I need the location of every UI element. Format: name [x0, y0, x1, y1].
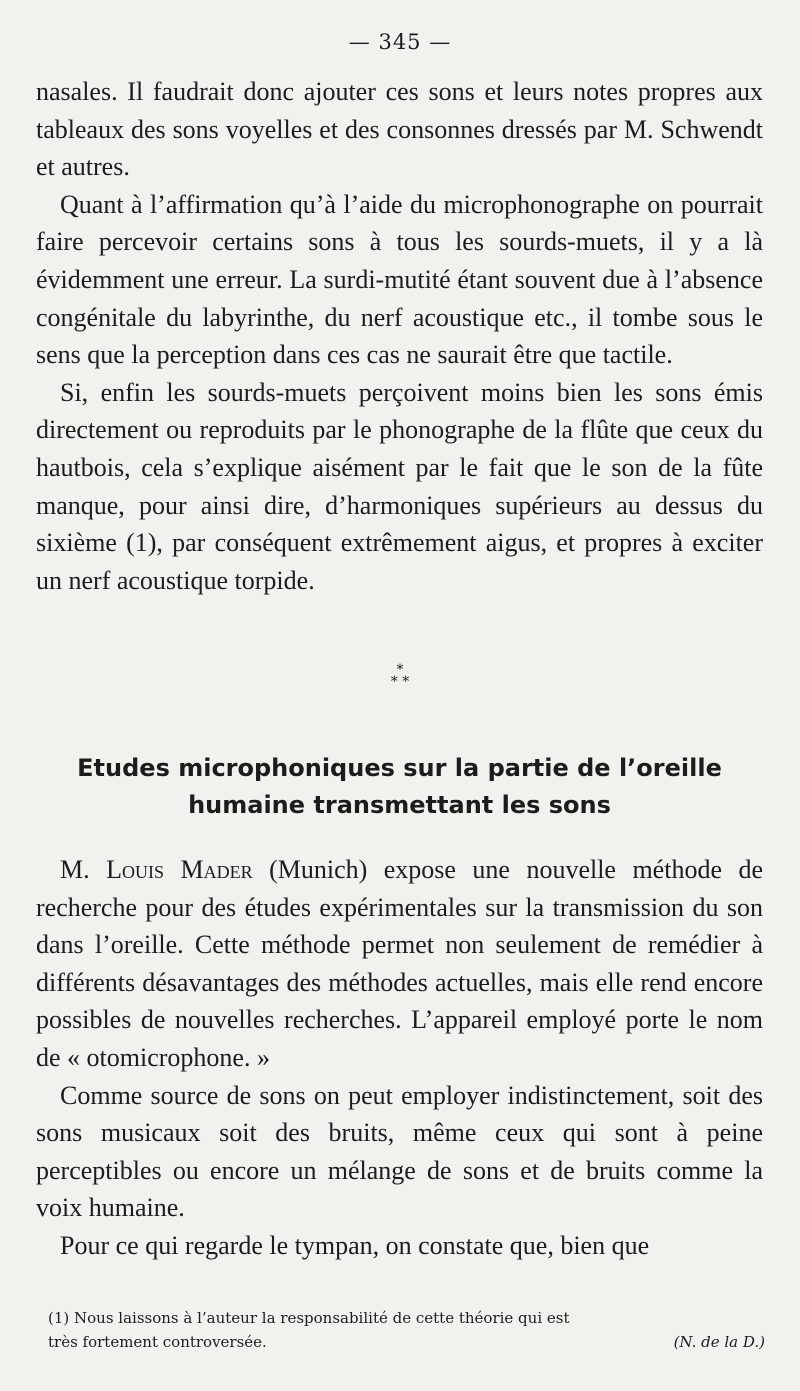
paragraph-4-start: M.: [60, 855, 107, 884]
paragraph-1: nasales. Il faudrait donc ajouter ces sons et leurs notes propres aux tableaux des sons voyelles et des consonnes dressés par M. Schwendt et autres.: [36, 77, 763, 182]
section-separator: [0, 664, 800, 688]
separator-top-star: *: [396, 662, 404, 678]
separator-bottom-stars: * *: [390, 674, 410, 690]
paragraph-5: Comme source de sons on peut employer indistinctement, soit des sons musicaux soit des bruits, même ceux qui sont à peine perceptibles ou encore un mélange de sons et de bruits comme la voix humaine.: [36, 1080, 763, 1223]
paragraph-4: [36, 851, 763, 1077]
footnote-line-2-text: très fortement controversée.: [48, 1333, 267, 1351]
footnote-line-1: (1) Nous laissons à l’auteur la responsabilité de cette théorie qui est: [48, 1309, 570, 1327]
paragraph-2: Quant à l’affirmation qu’à l’aide du microphonographe on pourrait faire percevoir certains sons à tous les sourds-muets, il y a là évidemment une erreur. La surdi-mutité étant souvent due à l’absence congénitale du labyrinthe, du nerf acoustique etc., il tombe sous le sens que la perception dans ces cas ne saurait être que tactile.: [36, 189, 763, 370]
author-name: Louis Mader: [106, 855, 253, 884]
paragraph-4-rest: (Munich) expose une nouvelle méthode de recherche pour des études expérimentales sur la transmission du son dans l’oreille. Cette méthode permet non seulement de remédier à différents désavantages des méthodes actuelles, mais elle rend encore possibles de nouvelles recherches. L’appareil employé porte le nom de « otomicrophone. »: [36, 855, 763, 1072]
footnote-editor-note: (N. de la D.): [673, 1333, 765, 1351]
body-text-bottom: [36, 851, 763, 1265]
paragraph-6: Pour ce qui regarde le tympan, on constate que, bien que: [60, 1230, 650, 1260]
footnote-line-2: [48, 1330, 765, 1354]
section-heading: Etudes microphoniques sur la partie de l’oreille humaine transmettant les sons: [77, 754, 722, 819]
footnote: [48, 1306, 765, 1354]
body-text-top: [36, 73, 763, 599]
page-number: — 345 —: [348, 30, 452, 54]
paragraph-3: Si, enfin les sourds-muets perçoivent moins bien les sons émis directement ou reproduits par le phonographe de la flûte que ceux du hautbois, cela s’explique aisément par le fait que le son de la fûte manque, pour ainsi dire, d’harmoniques supérieurs au dessus du sixième (1), par conséquent extrêmement aigus, et propres à exciter un nerf acoustique torpide.: [36, 377, 763, 595]
